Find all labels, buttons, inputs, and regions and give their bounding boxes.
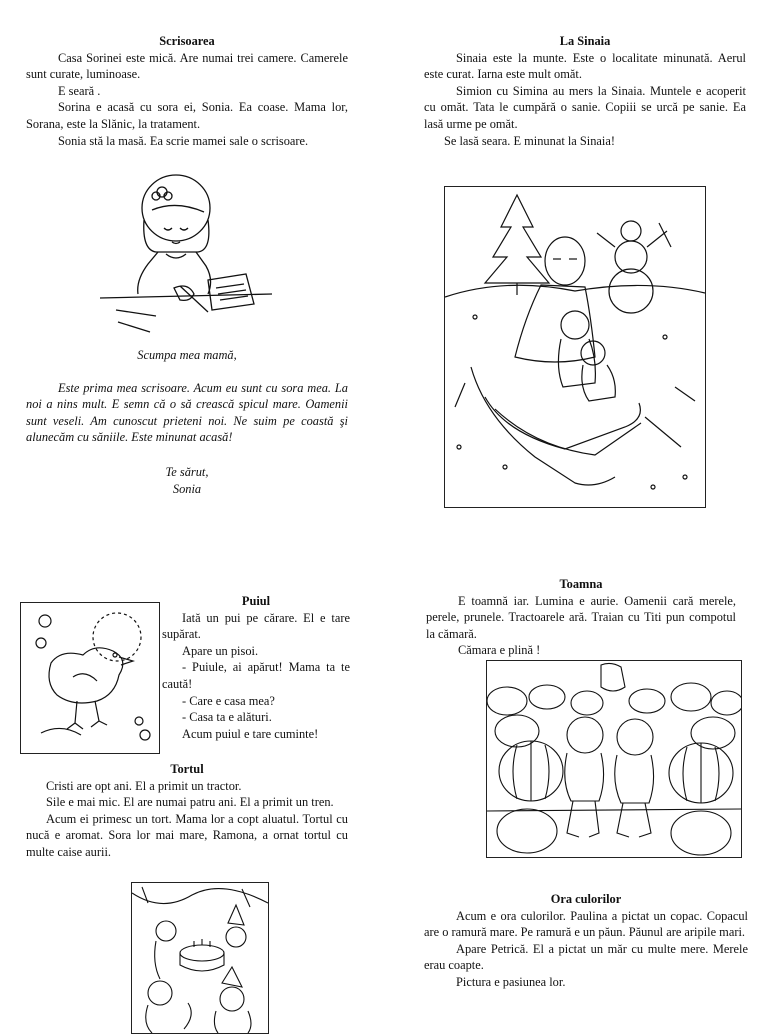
letter-greeting: Scumpa mea mamă, — [137, 348, 237, 362]
letter — [26, 347, 348, 497]
paragraph: Sile e mai mic. El are numai patru ani. El a primit un tren. — [46, 795, 334, 810]
paragraph: E seară . — [58, 83, 101, 98]
paragraph: Casa Sorinei este mică. Are numai trei camere. Camerele sunt curate, luminoase. — [26, 50, 348, 82]
story-title: Ora culorilor — [550, 892, 622, 906]
letter-closing: Te sărut, — [165, 464, 209, 479]
paragraph: Acum e ora culorilor. Paulina a pictat un copac. Copacul are o ramură mare. Pe ramură e un păun. Păunul are aripile mari. — [424, 908, 748, 940]
paragraph: Cămara e plină ! — [458, 643, 541, 658]
paragraph: Iată un pui pe cărare. El e tare supărat. — [162, 610, 350, 642]
story-title: Tortul — [170, 762, 204, 776]
illustration-sled-ride — [444, 186, 706, 508]
story-puiul — [162, 593, 350, 742]
dialogue-line: - Care e casa mea? — [182, 693, 275, 708]
dialogue-line: - Casa ta e alături. — [182, 710, 272, 725]
paragraph: Apare Petrică. El a pictat un măr cu multe mere. Merele erau coapte. — [424, 941, 748, 973]
letter-body: Este prima mea scrisoare. Acum eu sunt cu sora mea. La noi a nins mult. E semn că o să crească spicul mare. Oamenii sunt veseli. Am cunoscut prieteni noi. Ne suim pe coastă şi alunecăm cu săniile. Este minunat acasă! — [26, 380, 348, 445]
paragraph: Pictura e pasiunea lor. — [456, 974, 566, 989]
letter-signature: Sonia — [172, 481, 202, 496]
story-la-sinaia — [424, 33, 746, 149]
paragraph: Sinaia este la munte. Este o localitate minunată. Aerul este curat. Iarna este mult omăt. — [424, 50, 746, 82]
paragraph: Apare un pisoi. — [182, 643, 259, 658]
story-ora-culorilor — [424, 891, 748, 991]
paragraph: Sorina e acasă cu sora ei, Sonia. Ea coase. Mama lor, Sorana, este la Slănic, la tratament. — [26, 100, 348, 131]
paragraph: Simion cu Simina au mers la Sinaia. Muntele e acoperit cu omăt. Tata le cumpără o sanie. Copiii se urcă pe sanie. Ea lasă urme pe omăt. — [424, 83, 746, 131]
story-toamna — [426, 576, 736, 659]
story-tortul — [26, 761, 348, 861]
illustration-girl-writing — [96, 170, 276, 340]
dialogue-line: - Puiule, ai apărut! Mama ta te caută! — [162, 660, 350, 691]
paragraph: Acum puiul e tare cuminte! — [182, 726, 319, 741]
story-scrisoarea — [26, 33, 348, 149]
paragraph: Se lasă seara. E minunat la Sinaia! — [444, 133, 616, 148]
story-title: Toamna — [559, 577, 603, 591]
paragraph: E toamnă iar. Lumina e aurie. Oamenii cară merele, perele, prunele. Tractoarele ară. Traian cu Titi pun compotul la cămară. — [426, 593, 736, 641]
illustration-pumpkins — [486, 660, 742, 858]
paragraph: Sonia stă la masă. Ea scrie mamei sale o scrisoare. — [58, 133, 309, 148]
story-title: Scrisoarea — [159, 34, 215, 48]
illustration-chick — [20, 602, 160, 754]
paragraph: Acum ei primesc un tort. Mama lor a copt aluatul. Tortul cu nucă e aromat. Sora lor mai mare, Ramona, a ornat tortul cu multe caise aurii. — [26, 811, 348, 859]
story-title: Puiul — [241, 594, 271, 608]
paragraph: Cristi are opt ani. El a primit un tractor. — [46, 778, 242, 793]
illustration-birthday-party — [131, 882, 269, 1034]
story-title: La Sinaia — [559, 34, 611, 48]
